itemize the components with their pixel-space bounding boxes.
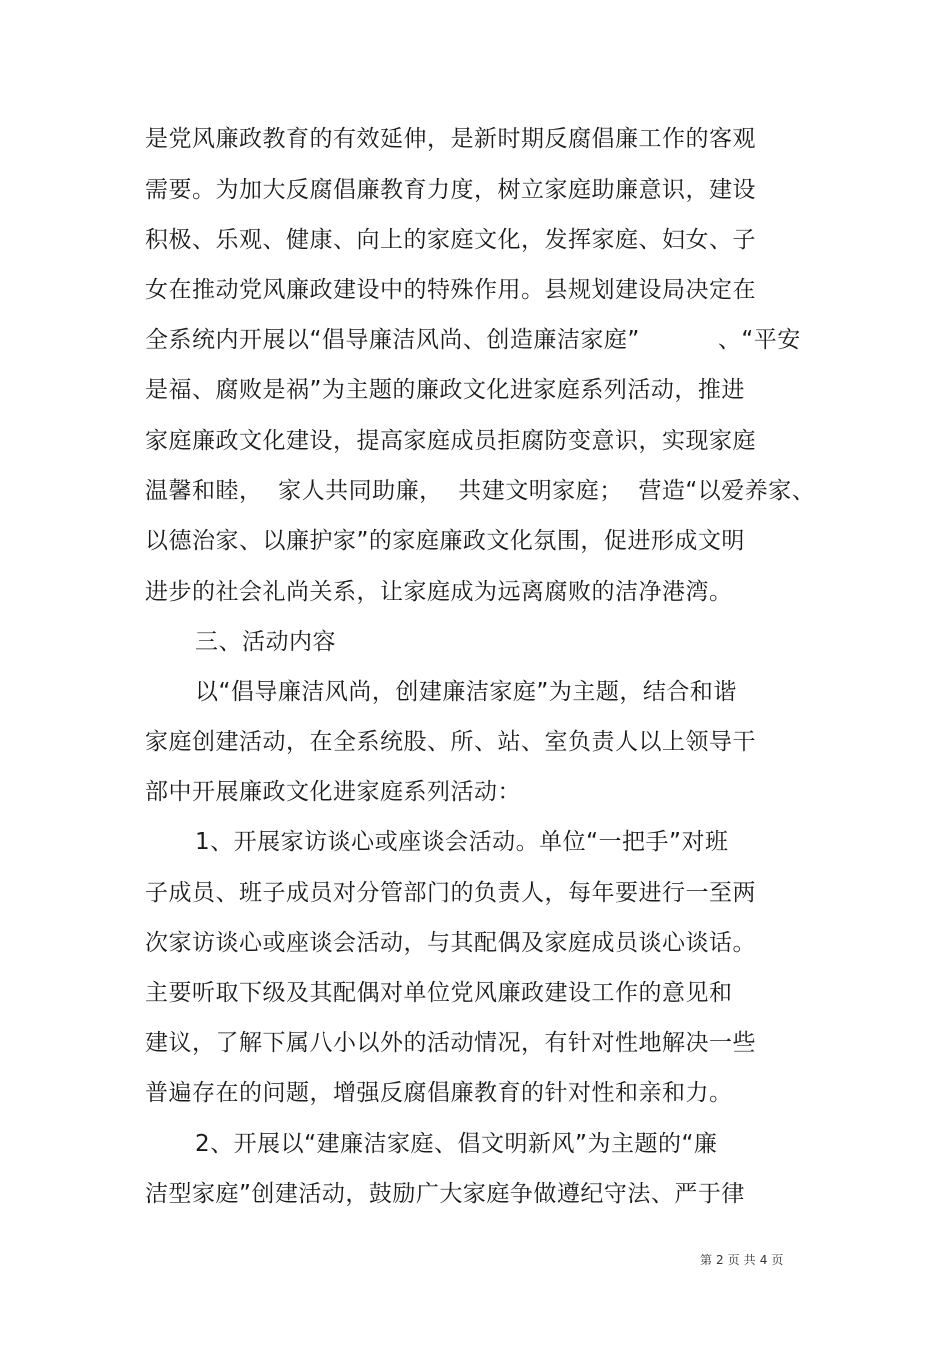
text-line: 进步的社会礼尚关系，让家庭成为远离腐败的洁净港湾。 [145,579,733,605]
text-line: 是福、腐败是祸”为主题的廉政文化进家庭系列活动，推进 [145,377,745,403]
text-line: 家庭廉政文化建设，提高家庭成员拒腐防变意识，实现家庭 [145,428,756,454]
text-line: 部中开展廉政文化进家庭系列活动： [145,779,521,805]
text-line: 1、开展家访谈心或座谈会活动。单位“一把手”对班 [195,829,729,855]
text-line: 家庭创建活动，在全系统股、所、站、室负责人以上领导干 [145,729,756,755]
page-number-total-label: 共 [743,1253,756,1267]
text-line-part: 、“平安 [717,327,801,353]
page-number-suffix: 页 [771,1253,784,1267]
text-line: 以德治家、以廉护家”的家庭廉政文化氛围，促进形成文明 [145,528,745,554]
text-line: 2、开展以“建廉洁家庭、倡文明新风”为主题的“廉 [195,1131,718,1157]
text-line: 是党风廉政教育的有效延伸，是新时期反腐倡廉工作的客观 [145,126,756,152]
text-line: 子成员、班子成员对分管部门的负责人，每年要进行一至两 [145,880,756,906]
page-number [700,1251,787,1269]
text-line-part: 全系统内开展以“倡导廉洁风尚、创造廉洁家庭” [145,327,640,353]
page-number-middle: 页 [727,1253,740,1267]
text-line: 温馨和睦， 家人共同助廉， 共建文明家庭； 营造“以爱养家、 [145,478,816,504]
text-line: 以“倡导廉洁风尚，创建廉洁家庭”为主题，结合和谐 [195,679,737,705]
text-line-split [145,325,801,355]
text-line: 次家访谈心或座谈会活动，与其配偶及家庭成员谈心谈话。 [145,930,756,956]
page-number-prefix: 第 [700,1253,713,1267]
text-line: 主要听取下级及其配偶对单位党风廉政建设工作的意见和 [145,980,733,1006]
text-line: 建议，了解下属八小以外的活动情况，有针对性地解决一些 [145,1030,756,1056]
section-heading: 三、活动内容 [195,629,336,655]
text-line: 积极、乐观、健康、向上的家庭文化，发挥家庭、妇女、子 [145,227,756,253]
text-line: 需要。为加大反腐倡廉教育力度，树立家庭助廉意识，建设 [145,177,756,203]
page-number-current: 2 [716,1253,724,1267]
text-line: 女在推动党风廉政建设中的特殊作用。县规划建设局决定在 [145,277,756,303]
page-number-total: 4 [759,1253,768,1267]
text-line: 普遍存在的问题，增强反腐倡廉教育的针对性和亲和力。 [145,1080,733,1106]
text-line: 洁型家庭”创建活动，鼓励广大家庭争做遵纪守法、严于律 [145,1181,745,1207]
